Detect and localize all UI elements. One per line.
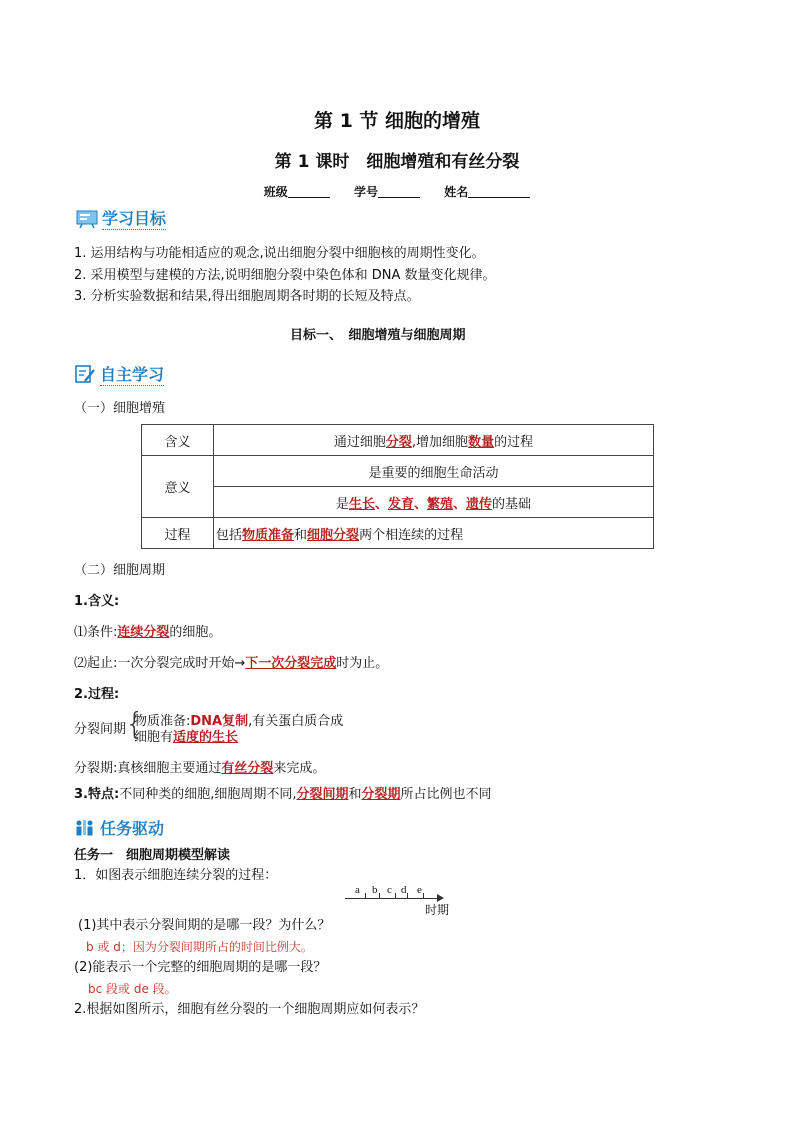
feature-line: 3.特点:不同种类的细胞,细胞周期不同,分裂间期和分裂期所占比例也不同 xyxy=(74,787,492,802)
label-c: c xyxy=(387,884,392,896)
mitosis-line: 分裂期:真核细胞主要通过有丝分裂来完成。 xyxy=(74,761,326,776)
label-d: d xyxy=(401,884,407,896)
objectives-heading-text: 学习目标 xyxy=(102,206,166,230)
objective-1: 1. 运用结构与功能相适应的观念,说出细胞分裂中细胞核的周期性变化。 xyxy=(74,246,485,261)
label-a: a xyxy=(355,884,360,896)
cell-proliferation-table xyxy=(141,424,654,549)
section-title: 第 1 节 细胞的增殖 xyxy=(313,110,481,132)
timeline-axis-line xyxy=(345,898,439,899)
label-b: b xyxy=(372,884,378,896)
row-label-significance: 意义 xyxy=(142,456,214,518)
row-content-meaning: 通过细胞分裂,增加细胞数量的过程 xyxy=(214,425,654,456)
self-study-heading xyxy=(74,362,164,386)
table-row xyxy=(142,518,654,549)
answer-1a: b 或 d；因为分裂间期所占的时间比例大。 xyxy=(86,940,313,954)
table-row xyxy=(142,487,654,518)
row-label-meaning: 含义 xyxy=(142,425,214,456)
heading-process: 2.过程: xyxy=(74,687,120,702)
row-content-process: 包括物质准备和细胞分裂两个相连续的过程 xyxy=(214,518,654,549)
interphase-label: 分裂间期 xyxy=(74,722,127,737)
brace-icon: { xyxy=(125,707,145,742)
tick xyxy=(395,893,396,899)
question-1a: (1)其中表示分裂间期的是哪一段？为什么？ xyxy=(78,918,331,933)
question-2: 2.根据如图所示，细胞有丝分裂的一个细胞周期应如何表示？ xyxy=(74,1002,425,1017)
table-row xyxy=(142,456,654,487)
student-info xyxy=(0,183,794,200)
objective-3: 3. 分析实验数据和结果,得出细胞周期各时期的长短及特点。 xyxy=(74,289,420,304)
timeline-axis-label: 时期 xyxy=(425,903,450,917)
row-content-significance-a: 是重要的细胞生命活动 xyxy=(214,456,654,487)
people-icon xyxy=(74,818,96,838)
task-drive-heading xyxy=(74,816,164,839)
start-end-line: ⑵起止:一次分裂完成时开始→下一次分裂完成时为止。 xyxy=(74,656,389,671)
class-blank[interactable] xyxy=(288,185,330,198)
id-blank[interactable] xyxy=(378,185,420,198)
name-blank[interactable] xyxy=(468,185,530,198)
task-drive-heading-text: 任务驱动 xyxy=(100,819,165,838)
id-label: 学号 xyxy=(353,185,378,199)
name-label: 姓名 xyxy=(444,185,469,199)
pencil-note-icon xyxy=(74,364,96,384)
tick xyxy=(365,893,366,899)
lesson-title: 第 1 课时 细胞增殖和有丝分裂 xyxy=(274,152,520,172)
board-icon xyxy=(76,208,98,228)
row-content-significance-b: 是生长、发育、繁殖、遗传的基础 xyxy=(214,487,654,518)
question-1: 1．如图表示细胞连续分裂的过程： xyxy=(74,868,278,883)
question-1b: (2)能表示一个完整的细胞周期的是哪一段？ xyxy=(74,960,327,975)
interphase-line-2: 细胞有适度的生长 xyxy=(134,730,239,745)
self-study-heading-text: 自主学习 xyxy=(100,362,164,386)
row-label-process: 过程 xyxy=(142,518,214,549)
part1-title: （一）细胞增殖 xyxy=(74,401,166,416)
part2-title: （二）细胞周期 xyxy=(74,563,166,578)
goal-1-title: 目标一、 细胞增殖与细胞周期 xyxy=(290,328,466,343)
heading-meaning: 1.含义: xyxy=(74,594,120,609)
interphase-line-1: 物质准备:DNA复制,有关蛋白质合成 xyxy=(134,714,344,729)
objectives-heading xyxy=(76,206,166,230)
tick xyxy=(379,893,380,899)
task1-title: 任务一 细胞周期模型解读 xyxy=(74,848,231,863)
table-row xyxy=(142,425,654,456)
objective-2: 2. 采用模型与建模的方法,说明细胞分裂中染色体和 DNA 数量变化规律。 xyxy=(74,268,496,283)
answer-1b: bc 段或 de 段。 xyxy=(88,982,177,996)
condition-line: ⑴条件:连续分裂的细胞。 xyxy=(74,625,222,640)
tick xyxy=(407,893,408,899)
tick xyxy=(423,893,424,899)
class-label: 班级 xyxy=(263,185,288,199)
label-e: e xyxy=(417,884,422,896)
